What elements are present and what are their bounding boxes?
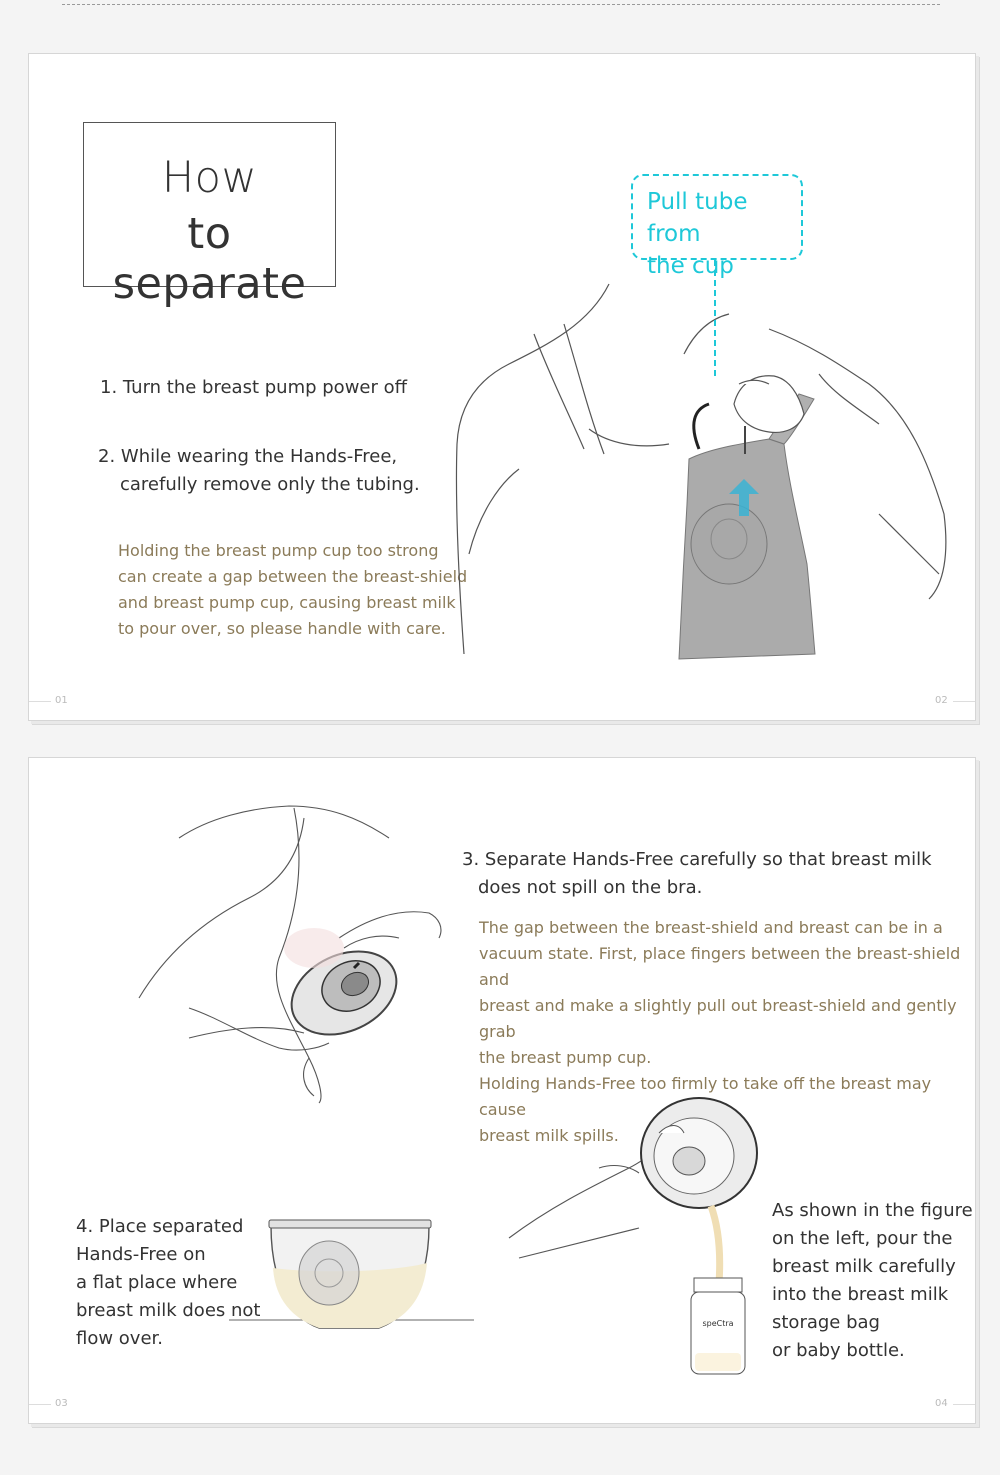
top-dashed-rule [62, 4, 940, 5]
page-number-right: 02 [935, 695, 948, 706]
caution-note [118, 538, 467, 642]
bottle-brand-label: speCtra [702, 1319, 734, 1328]
note-line: The gap between the breast-shield and breast can be in a [479, 918, 943, 937]
pour-line: storage bag [772, 1312, 880, 1333]
title-box [83, 122, 336, 309]
page-number-right: 04 [935, 1398, 948, 1409]
caution-line: to pour over, so please handle with care. [118, 619, 446, 638]
wearing-pump-illustration [439, 254, 969, 664]
pour-line: or baby bottle. [772, 1340, 905, 1361]
note-line: vacuum state. First, place fingers between the breast-shield and [479, 944, 961, 989]
page-spread-2 [28, 757, 976, 1424]
pour-line: on the left, pour the [772, 1228, 953, 1249]
callout-line-1: Pull tube from [647, 189, 748, 247]
placed-cup-illustration [229, 1198, 479, 1368]
note-line: breast and make a slightly pull out breast-shield and gently grab [479, 996, 957, 1041]
page-spread-1 [28, 53, 976, 721]
page-number-left: 01 [55, 695, 68, 706]
page-number-rule [953, 701, 975, 702]
pour-line: into the breast milk [772, 1284, 949, 1305]
step-4 [76, 1213, 260, 1353]
callout-text [647, 186, 807, 282]
step-4-line: flow over. [76, 1328, 164, 1349]
caution-line: and breast pump cup, causing breast milk [118, 593, 456, 612]
caution-line: can create a gap between the breast-shield [118, 567, 468, 586]
step-1: 1. Turn the breast pump power off [100, 377, 408, 398]
note-line: breast milk spills. [479, 1126, 619, 1145]
page-number-rule [953, 1404, 975, 1405]
step-3-line-1: 3. Separate Hands-Free carefully so that breast milk [462, 849, 932, 870]
step-4-line: Hands-Free on [76, 1244, 206, 1265]
caution-line: Holding the breast pump cup too strong [118, 541, 439, 560]
pour-line: breast milk carefully [772, 1256, 956, 1277]
callout-line-2: the cup [647, 253, 734, 279]
page-number-left: 03 [55, 1398, 68, 1409]
removing-cup-illustration [129, 798, 459, 1108]
page-number-rule [29, 701, 51, 702]
pour-line: As shown in the figure [772, 1200, 973, 1221]
step-3-line-2: does not spill on the bra. [478, 877, 703, 898]
step-2-line-1: 2. While wearing the Hands-Free, [98, 446, 398, 467]
pouring-milk-illustration [499, 1088, 789, 1378]
step-2-line-2: carefully remove only the tubing. [120, 474, 420, 495]
step-4-line: 4. Place separated [76, 1216, 244, 1237]
title-line-1: How [161, 153, 258, 203]
page-number-rule [29, 1404, 51, 1405]
callout-leader-line [713, 260, 717, 380]
note-line: Holding Hands-Free too firmly to take off the breast may cause [479, 1074, 932, 1119]
pull-tube-callout [631, 174, 803, 279]
step-4-line: breast milk does not [76, 1300, 261, 1321]
pour-instructions [772, 1197, 973, 1365]
title-line-2: to separate [112, 209, 307, 309]
note-line: the breast pump cup. [479, 1048, 652, 1067]
step-4-line: a flat place where [76, 1272, 238, 1293]
